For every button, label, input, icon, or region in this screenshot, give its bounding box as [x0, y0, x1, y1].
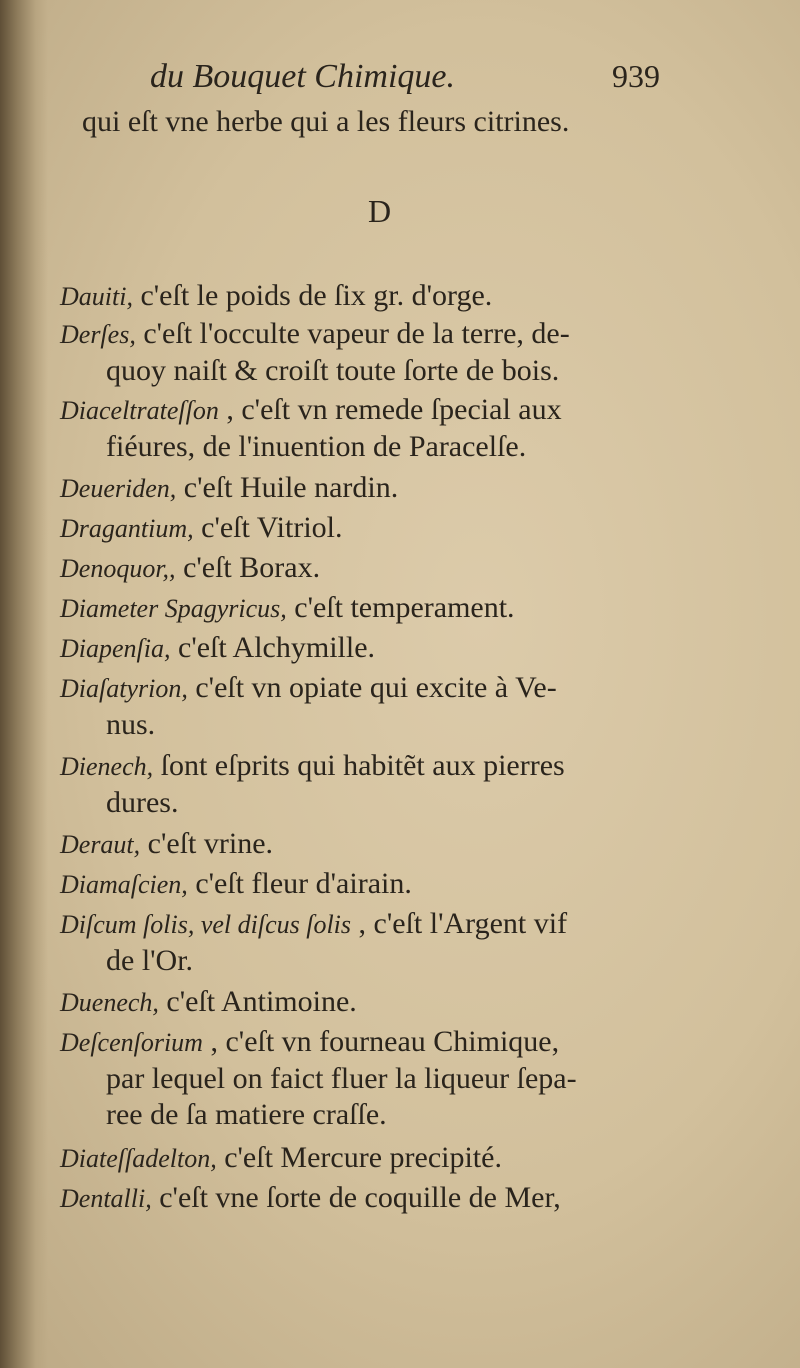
entry-term: Duenech, — [60, 988, 159, 1017]
glossary-entry — [60, 470, 740, 507]
entry-continuation-line: fiéures, de l'inuention de Paracelſe. — [106, 430, 527, 463]
entry-definition: c'eſt Antimoine. — [158, 985, 357, 1018]
binding-gutter — [0, 0, 48, 1368]
glossary-entry — [60, 1140, 740, 1177]
entry-term: Deraut, — [60, 830, 141, 859]
entry-term: Diapenſia, — [60, 634, 171, 663]
glossary-entry — [60, 316, 740, 389]
glossary-entry — [60, 590, 740, 627]
entry-first-line — [60, 630, 740, 667]
entry-definition: , c'eſt vn remede ſpecial aux — [218, 393, 562, 426]
entry-definition: ſont eſprits qui habitẽt aux pierres — [153, 749, 565, 782]
carryover-line: qui eſt vne herbe qui a les fleurs citrines. — [82, 105, 570, 138]
entry-first-line — [60, 550, 740, 587]
entry-term: Derſes, — [60, 320, 136, 349]
entry-continuation-line: quoy naiſt & croiſt toute ſorte de bois. — [106, 354, 560, 387]
section-letter: D — [368, 193, 392, 229]
entry-definition: c'eſt vne ſorte de coquille de Mer, — [151, 1181, 561, 1214]
glossary-entry — [60, 392, 740, 465]
entry-definition: , c'eſt vn fourneau Chimique, — [202, 1025, 560, 1058]
entry-definition: c'eſt temperament. — [286, 591, 515, 624]
entry-term: Dienech, — [60, 752, 154, 781]
entry-definition: c'eſt Vitriol. — [193, 511, 343, 544]
entry-definition: c'eſt le poids de ſix gr. d'orge. — [132, 279, 493, 312]
entry-definition: c'eſt Alchymille. — [170, 631, 376, 664]
entry-term: Denoquor,, — [60, 554, 176, 583]
entry-continuation-line: nus. — [106, 708, 156, 741]
entry-term: Deſcenſorium — [60, 1028, 203, 1057]
page-header — [150, 58, 660, 102]
page-number: 939 — [612, 58, 660, 94]
entry-first-line — [60, 748, 740, 785]
entry-term: Deueriden, — [60, 474, 177, 503]
running-title: du Bouquet Chimique. — [150, 58, 456, 95]
entry-definition: c'eſt l'occulte vapeur de la terre, de- — [135, 317, 570, 350]
entry-first-line — [60, 1140, 740, 1177]
glossary-entry — [60, 278, 740, 315]
glossary-entry — [60, 906, 740, 979]
entry-term: Dentalli, — [60, 1184, 152, 1213]
entry-definition: c'eſt fleur d'airain. — [187, 867, 412, 900]
entry-term: Dragantium, — [60, 514, 194, 543]
entry-first-line — [60, 1024, 740, 1061]
glossary-entry — [60, 510, 740, 547]
entry-continuation-line: de l'Or. — [106, 944, 194, 977]
entry-first-line — [60, 392, 740, 429]
entry-term: Diaſatyrion, — [60, 674, 188, 703]
entry-first-line — [60, 670, 740, 707]
glossary-entry — [60, 866, 740, 903]
entry-term: Diameter Spagyricus, — [60, 594, 287, 623]
entry-first-line — [60, 278, 740, 315]
entry-term: Diateſſadelton, — [60, 1144, 217, 1173]
entry-continuation-line: dures. — [106, 786, 179, 819]
entry-first-line — [60, 590, 740, 627]
entry-first-line — [60, 906, 740, 943]
entry-definition: c'eſt vn opiate qui excite à Ve- — [187, 671, 557, 704]
entry-definition: c'eſt Huile nardin. — [176, 471, 399, 504]
glossary-entry — [60, 1180, 740, 1217]
entry-first-line — [60, 510, 740, 547]
entry-definition: c'eſt Borax. — [175, 551, 321, 584]
glossary-entry — [60, 826, 740, 863]
glossary-entry — [60, 670, 740, 743]
entry-first-line — [60, 470, 740, 507]
glossary-entry — [60, 1024, 740, 1133]
entry-first-line — [60, 316, 740, 353]
entry-first-line — [60, 826, 740, 863]
entry-continuation-line: par lequel on faict fluer la liqueur ſepa- — [106, 1062, 577, 1095]
entry-term: Diſcum ſolis, vel diſcus ſolis — [60, 910, 352, 939]
entry-first-line — [60, 866, 740, 903]
entry-definition: c'eſt vrine. — [140, 827, 274, 860]
glossary-entry — [60, 550, 740, 587]
entry-continuation-line: ree de ſa matiere craſſe. — [106, 1098, 387, 1131]
glossary-entry — [60, 984, 740, 1021]
entry-first-line — [60, 1180, 740, 1217]
glossary-entry — [60, 748, 740, 821]
entry-term: Diaceltrateſſon — [60, 396, 219, 425]
glossary-entry — [60, 630, 740, 667]
entry-first-line — [60, 984, 740, 1021]
entry-definition: c'eſt Mercure precipité. — [216, 1141, 502, 1174]
entry-definition: , c'eſt l'Argent vif — [351, 907, 568, 940]
entry-term: Dauiti, — [60, 282, 133, 311]
entry-term: Diamaſcien, — [60, 870, 188, 899]
